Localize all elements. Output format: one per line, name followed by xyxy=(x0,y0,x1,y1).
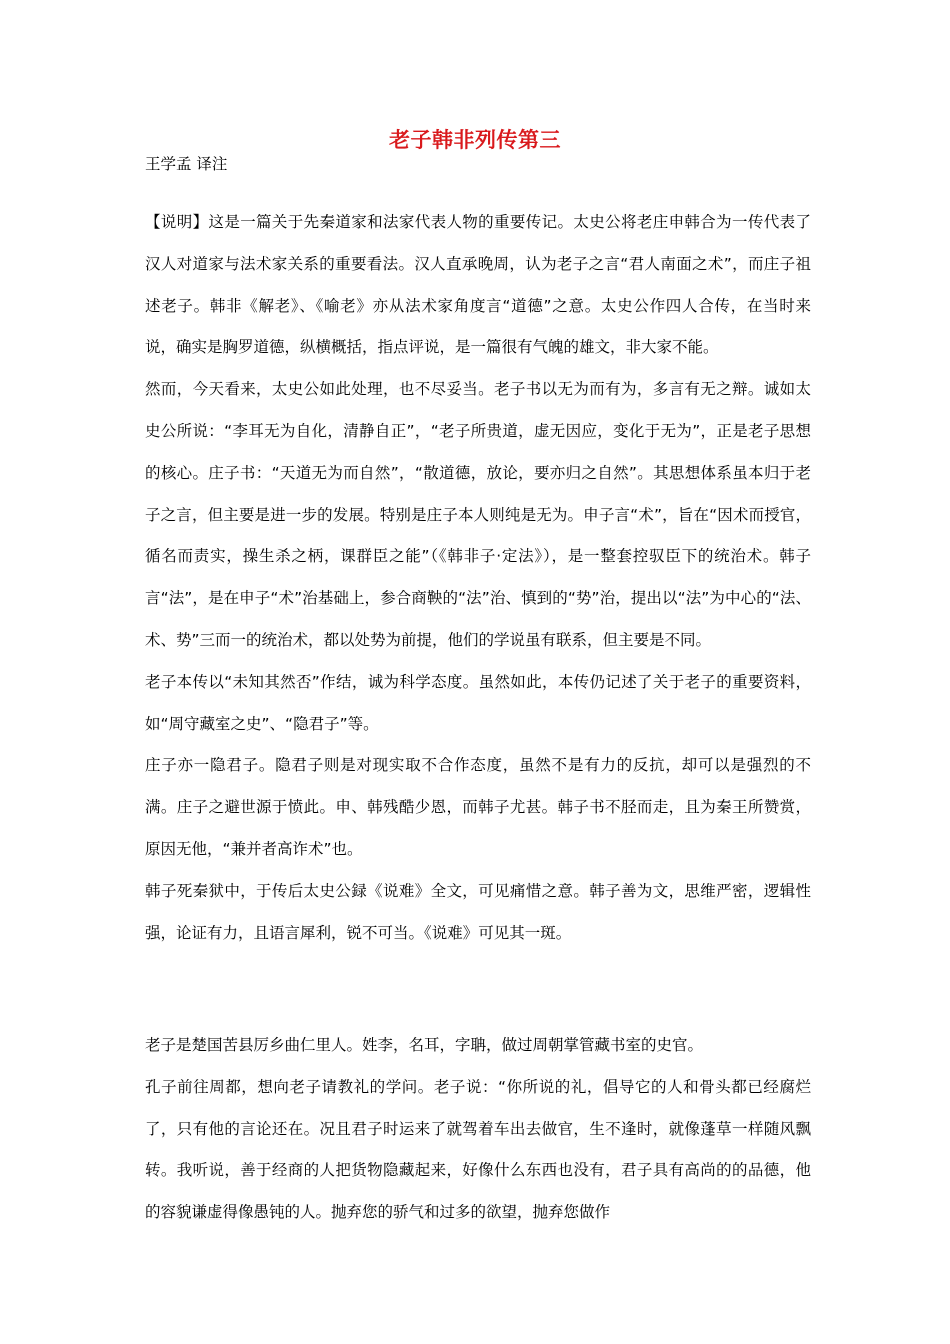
story-paragraph: 老子是楚国苦县厉乡曲仁里人。姓李，名耳，字聃，做过周朝掌管藏书室的史官。 xyxy=(145,1036,704,1054)
intro-paragraph: 庄子亦一隐君子。隐君子则是对现实取不合作态度，虽然不是有力的反抗，却可以是强烈的不满。庄子之避世源于愤此。申、韩残酷少恩，而韩子尤甚。韩子书不胫而走，且为秦王所赞赏，原因无他，“兼并者高诈术”也。 xyxy=(145,756,811,858)
intro-paragraph: 老子本传以“未知其然否”作结，诚为科学态度。虽然如此，本传仍记述了关于老子的重要资料，如“周守藏室之史”、“隐君子”等。 xyxy=(145,672,811,733)
intro-paragraph: 然而，今天看来，太史公如此处理，也不尽妥当。老子书以无为而有为，多言有无之辩。诚如太史公所说：“李耳无为自化，清静自正”，“老子所贵道，虚无因应，变化于无为”，正是老子思想的核心。庄子书：“天道无为而自然”，“散道德，放论，要亦归之自然”。其思想体系虽本归于老子之言，但主要是进一步的发展。特别是庄子本人则纯是无为。申子言“术”，旨在“因术而授官，循名而责实，操生杀之柄，课群臣之能”（《韩非子·定法》），是一整套控驭臣下的统治术。韩子言“法”，是在申子“术”治基础上，参合商鞅的“法”治、慎到的“势”治，提出以“法”为中心的“法、术、势”三而一的统治术，都以处势为前提，他们的学说虽有联系，但主要是不同。 xyxy=(145,380,811,649)
document-title: 老子韩非列传第三 xyxy=(389,128,561,152)
intro-paragraph: 【说明】这是一篇关于先秦道家和法家代表人物的重要传记。太史公将老庄申韩合为一传代表了汉人对道家与法术家关系的重要看法。汉人直承晚周，认为老子之言“君人南面之术”，而庄子祖述老子。韩非《解老》、《喻老》亦从法术家角度言“道德”之意。太史公作四人合传，在当时来说，确实是胸罗道德，纵横概括，指点评说，是一篇很有气魄的雄文，非大家不能。 xyxy=(145,213,811,357)
author-line: 王学孟 译注 xyxy=(145,155,228,173)
intro-paragraph: 韩子死秦狱中，于传后太史公録《说难》全文，可见痛惜之意。韩子善为文，思维严密，逻辑性强，论证有力，且语言犀利，锐不可当。《说难》可见其一斑。 xyxy=(145,881,811,942)
biography-section xyxy=(145,1025,811,1234)
story-paragraph: 孔子前往周都，想向老子请教礼的学问。老子说：“你所说的礼，倡导它的人和骨头都已经腐烂了，只有他的言论还在。况且君子时运来了就驾着车出去做官，生不逢时，就像蓬草一样随风飘转。我听说，善于经商的人把货物隐藏起来，好像什么东西也没有，君子具有高尚的的品德，他的容貌谦虚得像愚钝的人。抛弃您的骄气和过多的欲望，抛弃您做作 xyxy=(145,1077,811,1222)
introduction-section xyxy=(145,202,811,954)
